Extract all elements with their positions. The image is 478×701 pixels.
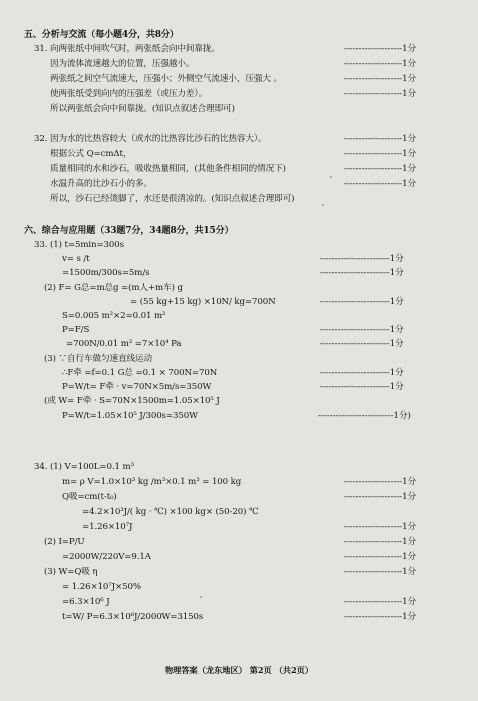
q33-line-9: (3) ∵自行车做匀速直线运动 [44,354,152,364]
q31-score-4: --------------------1分 [344,89,417,99]
q33-line-4: (2) F= G总=m总g =(m人+m车) g [44,283,183,293]
q33-score-3: ------------------------1分 [320,268,404,278]
q32-line-2: 根据公式 Q=cmΔt， [50,149,132,159]
q34-line-10: =6.3×10⁶ J [62,597,110,607]
q31-score-1: --------------------1分 [344,44,417,54]
section6-heading: 六、综合与应用题（33题7分，34题8分，共15分） [24,226,234,236]
q33-line-12: (或 W= F牵 · S=70N×1500m=1.05×10⁵ J [44,396,220,406]
q33-line-13: P=W/t=1.05×10⁵ J/300s=350W [62,411,198,421]
q34-line-2: m= ρ V=1.0×10³ kg /m³×0.1 m³ = 100 kg [62,477,242,487]
q31-line-2: 因为流体流速越大的位置，压强越小。 [50,59,195,69]
scan-speck [330,176,332,178]
q33-line-1: 33. (1) t=5min=300s [34,240,124,250]
q33-line-8: =700N/0.01 m² =7×10⁴ Pa [66,339,182,349]
q34-line-4: =4.2×10³J/( kg · ℃) ×100 kg× (50-20) ℃ [82,507,259,517]
q32-line-1: 32. 因为水的比热容较大（或水的比热容比沙石的比热容大）。 [34,134,267,144]
q34-line-8: (3) W=Q吸 η [44,567,98,577]
q34-score-11: --------------------1分 [344,612,417,622]
q34-score-5: --------------------1分 [344,522,417,532]
section5-heading: 五、分析与交流（每小题4分，共8分） [24,30,179,40]
q31-score-2: --------------------1分 [344,59,417,69]
q33-line-7: P=F/S [62,325,90,335]
q31-line-1: 31. 向两张纸中间吹气时，两张纸会向中间靠拢。 [34,44,220,54]
q34-line-5: =1.26×10⁷J [82,522,133,532]
q31-line-3: 两张纸之间空气流速大，压强小；外侧空气流速小，压强大 。 [50,74,282,84]
q34-score-8: --------------------1分 [344,567,417,577]
q33-line-11: P=W/t= F牵 · v=70N×5m/s=350W [62,382,212,392]
q33-line-10: ∴F牵 =f=0.1 G总 =0.1 × 700N=70N [62,368,218,378]
q33-score-13: --------------------------1分) [318,411,411,421]
q31-line-4: 使两张纸受到向内的压强差（或压力差）。 [50,89,208,99]
q34-score-3: --------------------1分 [344,492,417,502]
q34-score-2: --------------------1分 [344,477,417,487]
q34-score-6: --------------------1分 [344,537,417,547]
q32-score-2: --------------------1分 [344,149,417,159]
q32-line-5: 所以，沙石已经烫脚了，水还是很清凉的。(知识点叙述合理即可) [50,194,295,204]
q33-score-8: ------------------------1分 [320,339,404,349]
scan-speck [200,596,202,598]
page-footer: 物理答案（龙东地区） 第2页 （共2页） [164,665,314,675]
q34-score-7: --------------------1分 [344,552,417,562]
q31-score-3: --------------------1分 [344,74,417,84]
q32-line-4: 水温升高的比沙石小的多。 [50,179,152,189]
q33-line-3: =1500m/300s=5m/s [62,268,150,278]
q33-score-11: ------------------------1分 [320,382,404,392]
q34-score-10: --------------------1分 [344,597,417,607]
q33-score-7: ------------------------1分 [320,325,404,335]
q33-score-5: ------------------------1分 [320,297,404,307]
q34-line-11: t=W/ P=6.3×10⁶J/2000W=3150s [62,612,204,622]
q34-line-9: = 1.26×10⁷J×50% [62,582,141,592]
q34-line-3: Q吸=cm(t-t₀) [62,492,117,502]
q33-line-2: v= s /t [62,254,90,264]
q33-score-2: ------------------------1分 [320,254,404,264]
q34-line-7: =2000W/220V=9.1A [62,552,151,562]
q34-line-6: (2) I=P/U [44,537,85,547]
q32-score-4: --------------------1分 [344,179,417,189]
q32-score-1: --------------------1分 [344,134,417,144]
scan-speck [322,204,324,206]
q33-line-5: = (55 kg+15 kg) ×10N/ kg=700N [130,297,276,307]
q33-line-6: S=0.005 m²×2=0.01 m² [62,311,166,321]
q32-score-3: --------------------1分 [344,164,417,174]
q32-line-3: 质量相同的水和沙石，吸收热量相同，(其他条件相同的情况下) [50,164,286,174]
q31-line-5: 所以两张纸会向中间靠拢。(知识点叙述合理即可) [50,104,235,114]
q33-score-10: ------------------------1分 [320,368,404,378]
q34-line-1: 34. (1) V=100L=0.1 m³ [34,462,134,472]
